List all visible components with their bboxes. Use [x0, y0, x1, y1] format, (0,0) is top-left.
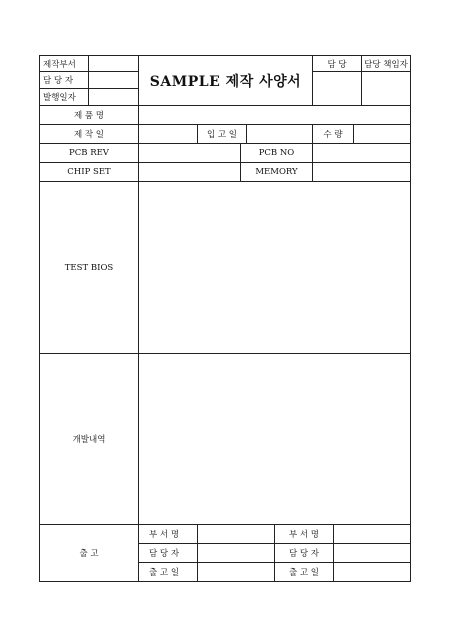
pcb-rev-label: PCB REV: [39, 143, 139, 163]
approval-staff-label: 담 당: [312, 55, 362, 72]
ship-date-label-left: 출 고 일: [138, 562, 198, 582]
chip-set-label: CHIP SET: [39, 162, 139, 182]
memory-label: MEMORY: [240, 162, 313, 182]
arrival-date-label: 입 고 일: [197, 124, 247, 144]
quantity-field[interactable]: [353, 124, 411, 144]
dept-label: 제작부서: [39, 55, 89, 72]
issue-date-label: 발행일자: [39, 88, 89, 106]
approval-chief-label: 담당 책임자: [361, 55, 411, 72]
product-name-label: 제 품 명: [39, 105, 139, 125]
manager-field[interactable]: [88, 71, 139, 89]
ship-dept-label-left: 부 서 명: [138, 524, 198, 544]
ship-dept-field-left[interactable]: [197, 524, 275, 544]
ship-manager-label-left: 담 당 자: [138, 543, 198, 563]
arrival-date-field[interactable]: [246, 124, 313, 144]
production-date-field[interactable]: [138, 124, 198, 144]
dept-field[interactable]: [88, 55, 139, 72]
ship-manager-field-right[interactable]: [333, 543, 411, 563]
ship-date-label-right: 출 고 일: [274, 562, 334, 582]
document-title: SAMPLE 제작 사양서: [138, 55, 313, 106]
ship-manager-label-right: 담 당 자: [274, 543, 334, 563]
dev-history-label: 개발내역: [39, 353, 139, 525]
pcb-no-field[interactable]: [312, 143, 411, 163]
quantity-label: 수 량: [312, 124, 354, 144]
shipping-label: 출 고: [39, 524, 139, 582]
test-bios-label: TEST BIOS: [39, 181, 139, 354]
ship-date-field-left[interactable]: [197, 562, 275, 582]
approval-staff-sign-box[interactable]: [312, 71, 362, 106]
product-name-field[interactable]: [138, 105, 411, 125]
memory-field[interactable]: [312, 162, 411, 182]
test-bios-area[interactable]: [138, 181, 411, 354]
manager-label: 담 당 자: [39, 71, 89, 89]
ship-date-field-right[interactable]: [333, 562, 411, 582]
pcb-rev-field[interactable]: [138, 143, 241, 163]
pcb-no-label: PCB NO: [240, 143, 313, 163]
ship-manager-field-left[interactable]: [197, 543, 275, 563]
ship-dept-label-right: 부 서 명: [274, 524, 334, 544]
ship-dept-field-right[interactable]: [333, 524, 411, 544]
chip-set-field[interactable]: [138, 162, 241, 182]
dev-history-area[interactable]: [138, 353, 411, 525]
issue-date-field[interactable]: [88, 88, 139, 106]
production-date-label: 제 작 일: [39, 124, 139, 144]
approval-chief-sign-box[interactable]: [361, 71, 411, 106]
